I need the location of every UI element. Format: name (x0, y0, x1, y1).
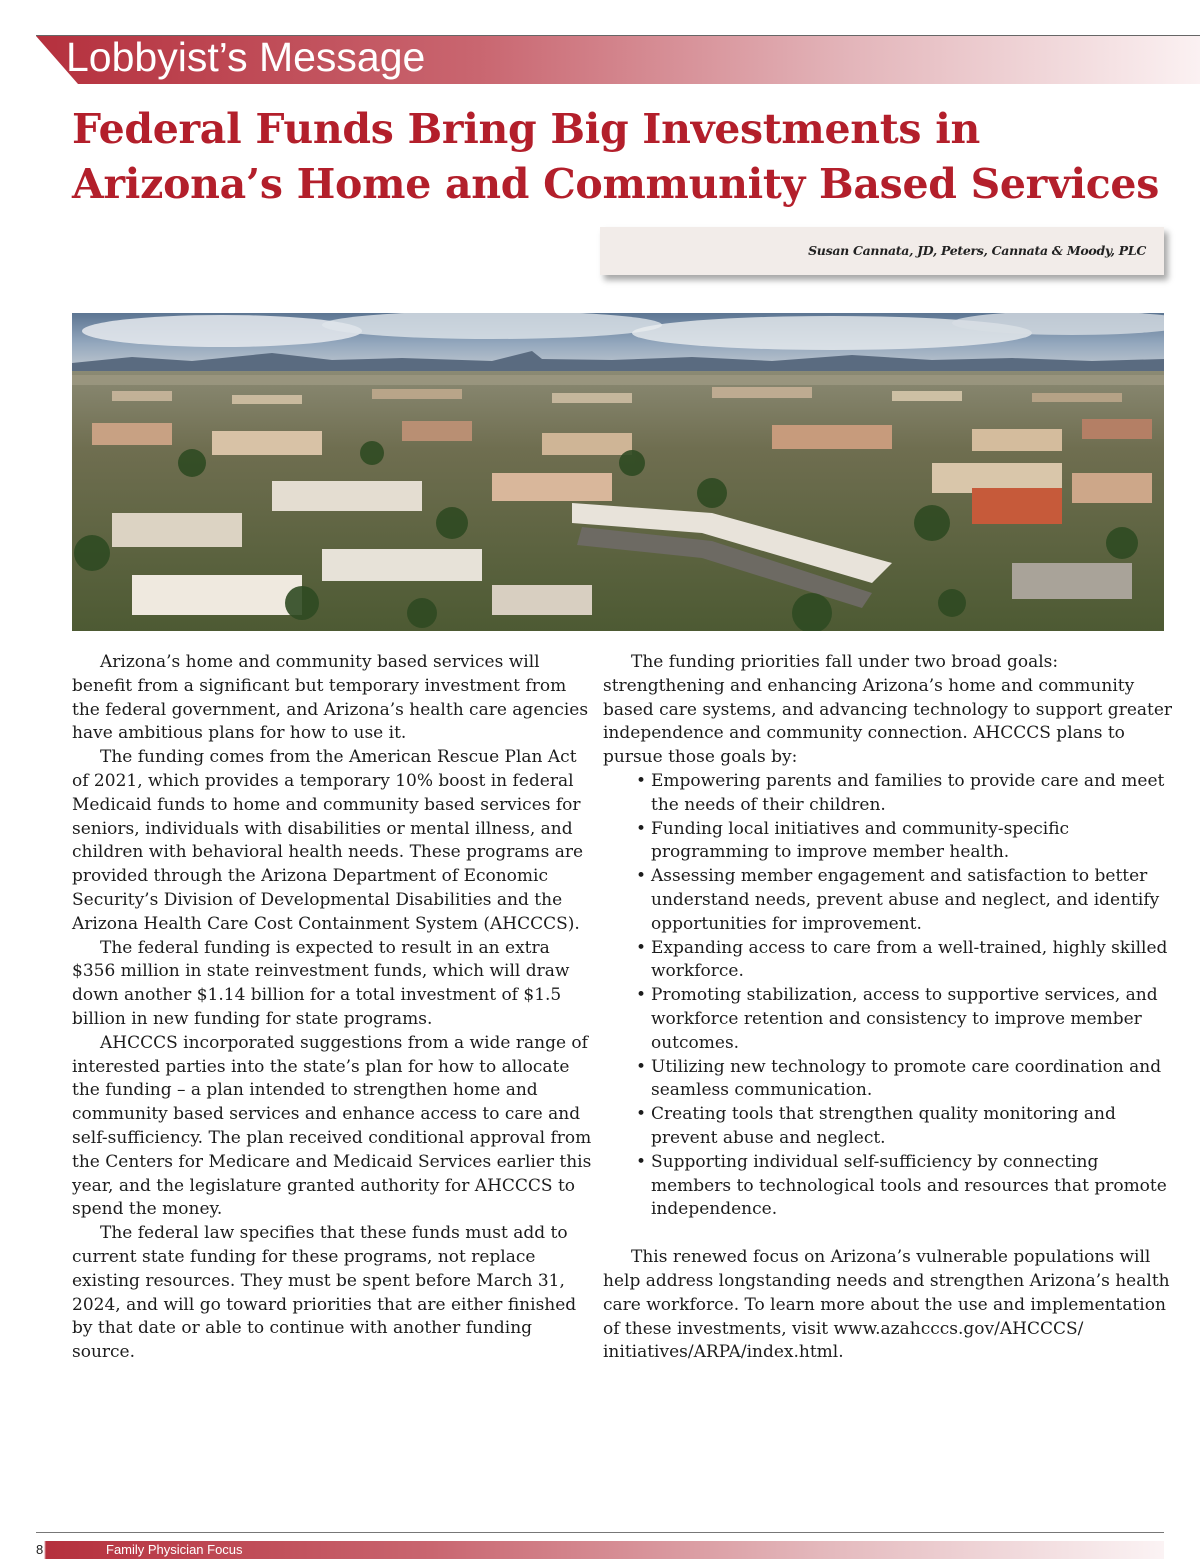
footer-rule (36, 1532, 1164, 1533)
section-title: Lobbyist’s Message (66, 34, 426, 80)
list-item: • Supporting individual self-sufficiency by connecting members to technological tools and resources that promote independence. (651, 1151, 1173, 1222)
left-column (72, 651, 598, 1365)
goals-list (603, 770, 1173, 1222)
list-item: • Creating tools that strengthen quality monitoring and prevent abuse and neglect. (651, 1103, 1173, 1151)
page-number: 8 (36, 1542, 44, 1557)
author-byline: Susan Cannata, JD, Peters, Cannata & Moody, PLC (808, 243, 1146, 258)
paragraph: Arizona’s home and community based services will benefit from a significant but temporary investment from the federal government, and Arizona’s health care agencies have ambitious plans for how to use it. (72, 652, 589, 744)
list-item: • Utilizing new technology to promote care coordination and seamless communication. (651, 1056, 1173, 1104)
aerial-city-photo (72, 313, 1164, 631)
list-item: • Promoting stabilization, access to supportive services, and workforce retention and consistency to improve member outcomes. (651, 984, 1173, 1055)
byline-box (600, 227, 1164, 275)
right-column (603, 651, 1173, 1365)
list-item: • Expanding access to care from a well-trained, highly skilled workforce. (651, 937, 1173, 985)
paragraph: The funding comes from the American Rescue Plan Act of 2021, which provides a temporary 10% boost in federal Medicaid funds to home and community based services for seniors, individuals with disabilities or mental illness, and children with behavioral health needs. These programs are provided through the Arizona Department of Economic Security’s Division of Developmental Disabilities and the Arizona Health Care Cost Containment System (AHCCCS). (72, 747, 584, 934)
publication-name: Family Physician Focus (106, 1542, 243, 1557)
list-item: • Empowering parents and families to provide care and meet the needs of their children. (651, 770, 1173, 818)
paragraph: This renewed focus on Arizona’s vulnerable populations will help address longstanding needs and strengthen Arizona’s health care workforce. To learn more about the use and implementation of these investments, visit www.azahcccs.gov/AHCCCS/ initiatives/ARPA/index.html. (603, 1247, 1170, 1363)
paragraph: The federal law specifies that these funds must add to current state funding for these programs, not replace existing resources. They must be spent before March 31, 2024, and will go toward priorities that are either finished by that date or able to continue with another funding source. (72, 1223, 577, 1363)
paragraph: The funding priorities fall under two broad goals: strengthening and enhancing Arizona’s home and community based care systems, and advancing technology to support greater independence and community connection. AHCCCS plans to pursue those goals by: (603, 652, 1173, 768)
paragraph: AHCCCS incorporated suggestions from a wide range of interested parties into the state’s plan for how to allocate the funding – a plan intended to strengthen home and community based services and enhance access to care and self-sufficiency. The plan received conditional approval from the Centers for Medicare and Medicaid Services earlier this year, and the legislature granted authority for AHCCCS to spend the money. (72, 1032, 592, 1220)
paragraph: The federal funding is expected to result in an extra $356 million in state reinvestment funds, which will draw down another $1.14 billion for a total investment of $1.5 billion in new funding for state programs. (72, 937, 570, 1029)
list-item: • Funding local initiatives and community-specific programming to improve member health. (651, 818, 1173, 866)
list-item: • Assessing member engagement and satisfaction to better understand needs, prevent abuse and neglect, and identify opportunities for improvement. (651, 865, 1173, 936)
article-headline: Federal Funds Bring Big Investments in Arizona’s Home and Community Based Services (72, 105, 1159, 208)
